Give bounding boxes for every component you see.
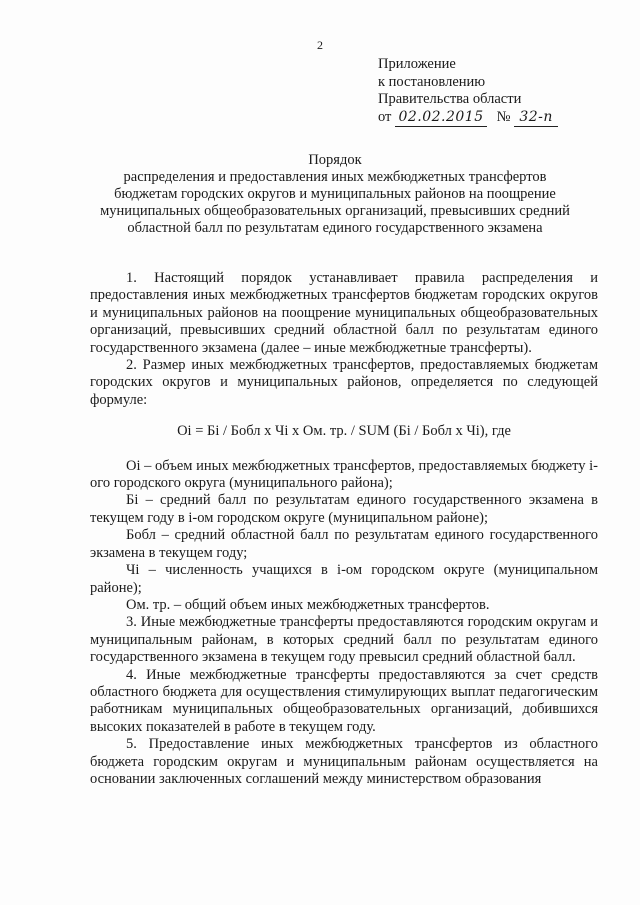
appendix-line-3: Правительства области bbox=[378, 91, 522, 107]
paragraph-2: 2. Размер иных межбюджетных трансфертов, предоставляемых бюджетам городских округов и муниципальных районов, определяется по следующей формуле: bbox=[90, 357, 598, 408]
appendix-date-line bbox=[378, 109, 558, 128]
definition-chi: Чi – численность учащихся в i-ом городском округе (муниципальном районе); bbox=[90, 562, 598, 596]
document-title bbox=[60, 152, 610, 237]
definition-om-tr: Ом. тр. – общий объем иных межбюджетных трансфертов. bbox=[126, 596, 490, 613]
appendix-line-2: к постановлению bbox=[378, 73, 486, 90]
appendix-line-1: Приложение bbox=[378, 56, 456, 72]
title-line-2: бюджетам городских округов и муниципальных районов на поощрение bbox=[114, 186, 556, 202]
handwritten-number: 32-п bbox=[514, 109, 558, 128]
title-line-4: областной балл по результатам единого государственного экзамена bbox=[127, 220, 543, 236]
paragraph-1: 1. Настоящий порядок устанавливает правила распределения и предоставления иных межбюджетных трансфертов бюджетам городских округов и муниципальных районов на поощрение муниципальных общеобразовательных организаций, превысивших средний областной балл по результатам единого государственного экзамена (далее – иные межбюджетные трансферты). bbox=[90, 270, 598, 356]
paragraph-3: 3. Иные межбюджетные трансферты предоставляются городским округам и муниципальным районам, в которых средний балл по результатам единого государственного экзамена в текущем году превысил средний областной балл. bbox=[90, 614, 598, 666]
date-prefix: от bbox=[378, 108, 392, 125]
handwritten-date: 02.02.2015 bbox=[395, 109, 487, 128]
page-number: 2 bbox=[317, 38, 323, 52]
paragraph-5: 5. Предоставление иных межбюджетных трансфертов из областного бюджета городским округам и муниципальным районам осуществляется на основании заключенных соглашений между министерством образования bbox=[90, 736, 598, 787]
title-line-3: муниципальных общеобразовательных организаций, превысивших средний bbox=[100, 203, 570, 219]
document-body bbox=[90, 270, 598, 788]
title-heading: Порядок bbox=[308, 152, 362, 168]
title-line-1: распределения и предоставления иных межбюджетных трансфертов bbox=[123, 169, 547, 185]
definition-bobl: Бобл – средний областной балл по результатам единого государственного экзамена в текущем году; bbox=[90, 527, 598, 561]
appendix-block bbox=[378, 56, 558, 127]
formula: Оi = Бi / Бобл х Чi х Ом. тр. / SUM (Бi / Бобл х Чi), где bbox=[177, 423, 511, 440]
definition-bi: Бi – средний балл по результатам единого государственного экзамена в текущем году в i-ом городском округе (муниципальном районе); bbox=[90, 492, 598, 526]
number-prefix: № bbox=[496, 108, 511, 125]
paragraph-4: 4. Иные межбюджетные трансферты предоставляются за счет средств областного бюджета для осуществления стимулирующих выплат педагогическим работникам муниципальных общеобразовательных организаций, добившихся высоких показателей в работе в текущем году. bbox=[90, 666, 598, 735]
definition-oi: Оi – объем иных межбюджетных трансфертов, предоставляемых бюджету i-ого городского округа (муниципального района); bbox=[90, 457, 598, 492]
